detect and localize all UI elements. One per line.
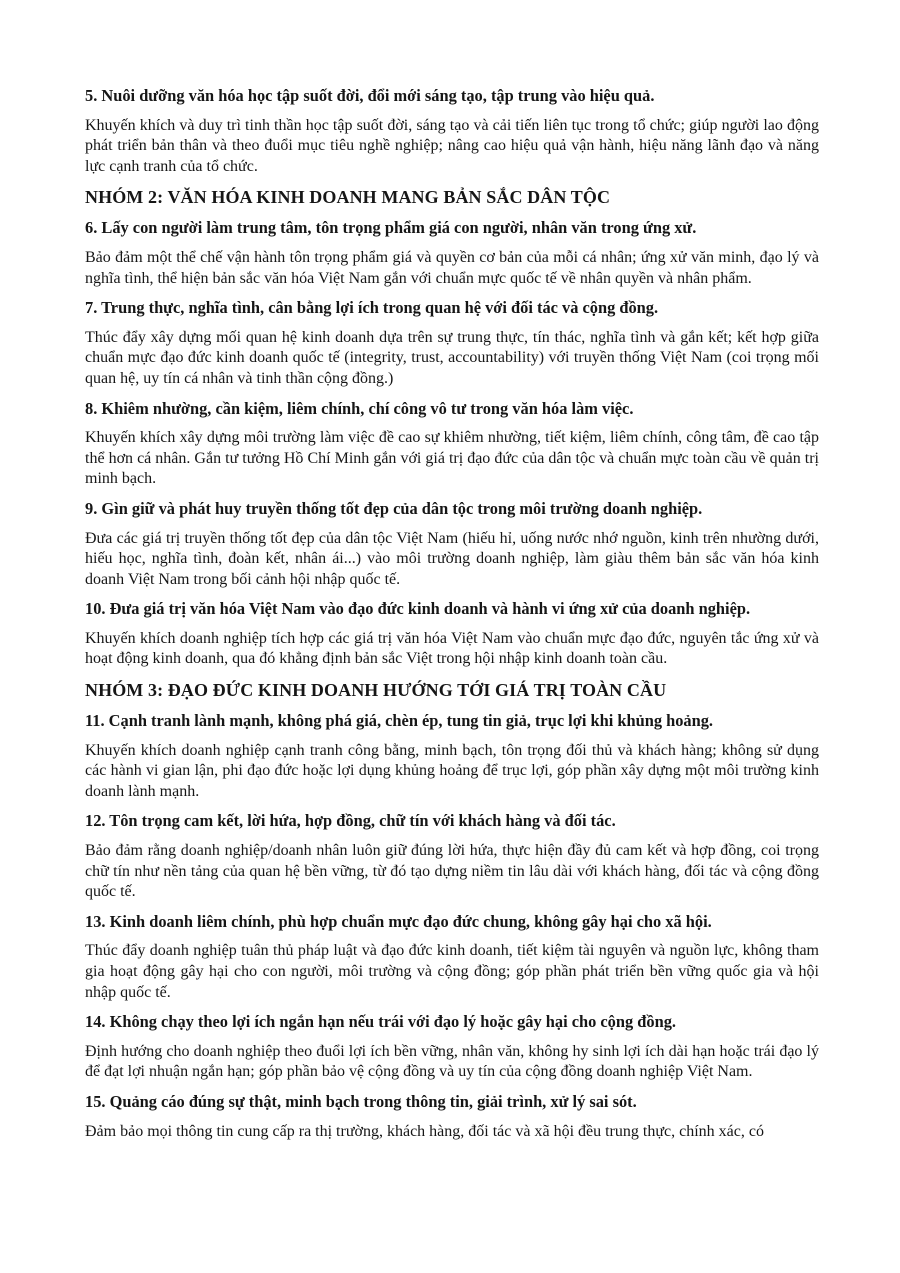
paragraph: Bảo đảm một thể chế vận hành tôn trọng phẩm giá và quyền cơ bản của mỗi cá nhân; ứng xử văn minh, đạo lý và nghĩa tình, thể hiện bản sắc văn hóa Việt Nam gắn với chuẩn mực quốc tế về nhân quyền và nhân phẩm. — [85, 248, 819, 287]
item-heading: 13. Kinh doanh liêm chính, phù hợp chuẩn mực đạo đức chung, không gây hại cho xã hội. — [85, 911, 712, 931]
document-page — [85, 86, 819, 1151]
item-heading: 14. Không chạy theo lợi ích ngắn hạn nếu trái với đạo lý hoặc gây hại cho cộng đồng. — [85, 1012, 677, 1032]
paragraph: Khuyến khích và duy trì tinh thần học tập suốt đời, sáng tạo và cải tiến liên tục trong tổ chức; giúp người lao động phát triển bản thân và theo đuổi mục tiêu nghề nghiệp; nâng cao hiệu quả vận hành, hiệu năng lãnh đạo và năng lực cạnh tranh của tổ chức. — [85, 116, 819, 175]
item-heading: 9. Gìn giữ và phát huy truyền thống tốt đẹp của dân tộc trong môi trường doanh nghiệp. — [85, 498, 703, 518]
paragraph: Bảo đảm rằng doanh nghiệp/doanh nhân luôn giữ đúng lời hứa, thực hiện đầy đủ cam kết và hợp đồng, coi trọng chữ tín như nền tảng của quan hệ bền vững, từ đó tạo dựng niềm tin lâu dài với khách hàng, đối tác và cộng đồng quốc tế. — [85, 842, 819, 901]
item-heading: 6. Lấy con người làm trung tâm, tôn trọng phẩm giá con người, nhân văn trong ứng xử. — [85, 218, 697, 238]
paragraph: Định hướng cho doanh nghiệp theo đuổi lợi ích bền vững, nhân văn, không hy sinh lợi ích dài hạn hoặc trái đạo lý để đạt lợi nhuận ngắn hạn; góp phần bảo vệ cộng đồng và uy tín của cộng đồng doanh nghiệp Việt Nam. — [85, 1042, 819, 1081]
group-heading: NHÓM 2: VĂN HÓA KINH DOANH MANG BẢN SẮC DÂN TỘC — [85, 187, 611, 208]
item-heading: 10. Đưa giá trị văn hóa Việt Nam vào đạo đức kinh doanh và hành vi ứng xử của doanh nghiệp. — [85, 599, 751, 619]
item-heading: 7. Trung thực, nghĩa tình, cân bằng lợi ích trong quan hệ với đối tác và cộng đồng. — [85, 298, 659, 318]
paragraph: Khuyến khích doanh nghiệp tích hợp các giá trị văn hóa Việt Nam vào chuẩn mực đạo đức, nguyên tắc ứng xử và hoạt động kinh doanh, qua đó khẳng định bản sắc Việt trong hội nhập kinh doanh toàn cầu. — [85, 629, 819, 668]
paragraph: Khuyến khích xây dựng môi trường làm việc đề cao sự khiêm nhường, tiết kiệm, liêm chính, công tâm, đề cao tập thể hơn cá nhân. Gắn tư tưởng Hồ Chí Minh gắn với giá trị đạo đức của dân tộc và chuẩn mực toàn cầu về quản trị minh bạch. — [85, 429, 819, 488]
item-heading: 12. Tôn trọng cam kết, lời hứa, hợp đồng, chữ tín với khách hàng và đối tác. — [85, 811, 616, 831]
item-heading: 15. Quảng cáo đúng sự thật, minh bạch trong thông tin, giải trình, xử lý sai sót. — [85, 1091, 637, 1111]
item-heading: 11. Cạnh tranh lành mạnh, không phá giá, chèn ép, tung tin giả, trục lợi khi khủng hoảng. — [85, 711, 714, 731]
item-heading: 8. Khiêm nhường, cần kiệm, liêm chính, chí công vô tư trong văn hóa làm việc. — [85, 398, 634, 418]
item-heading: 5. Nuôi dưỡng văn hóa học tập suốt đời, đổi mới sáng tạo, tập trung vào hiệu quả. — [85, 86, 655, 105]
paragraph: Đưa các giá trị truyền thống tốt đẹp của dân tộc Việt Nam (hiếu hỉ, uống nước nhớ nguồn, kinh trên nhường dưới, hiếu học, nghĩa tình, đoàn kết, nhân ái...) vào môi trường doanh nghiệp, làm giàu thêm bản sắc văn hóa kinh doanh Việt Nam trong bối cảnh hội nhập quốc tế. — [85, 529, 819, 588]
paragraph: Thúc đẩy xây dựng mối quan hệ kinh doanh dựa trên sự trung thực, tín thác, nghĩa tình và gắn kết; kết hợp giữa chuẩn mực đạo đức kinh doanh quốc tế (integrity, trust, accountability) với truyền thống Việt Nam (coi trọng mối quan hệ, uy tín cá nhân và tinh thần cộng đồng.) — [85, 328, 819, 387]
group-heading: NHÓM 3: ĐẠO ĐỨC KINH DOANH HƯỚNG TỚI GIÁ TRỊ TOÀN CẦU — [85, 680, 667, 701]
paragraph: Khuyến khích doanh nghiệp cạnh tranh công bằng, minh bạch, tôn trọng đối thủ và khách hàng; không sử dụng các hành vi gian lận, phi đạo đức hoặc lợi dụng khủng hoảng để trục lợi, góp phần xây dựng một môi trường kinh doanh lành mạnh. — [85, 741, 819, 800]
paragraph: Đảm bảo mọi thông tin cung cấp ra thị trường, khách hàng, đối tác và xã hội đều trung thực, chính xác, có — [85, 1122, 764, 1140]
paragraph: Thúc đẩy doanh nghiệp tuân thủ pháp luật và đạo đức kinh doanh, tiết kiệm tài nguyên và nguồn lực, không tham gia hoạt động gây hại cho con người, môi trường và cộng đồng; góp phần phát triển bền vững quốc gia và hội nhập quốc tế. — [85, 942, 819, 1001]
